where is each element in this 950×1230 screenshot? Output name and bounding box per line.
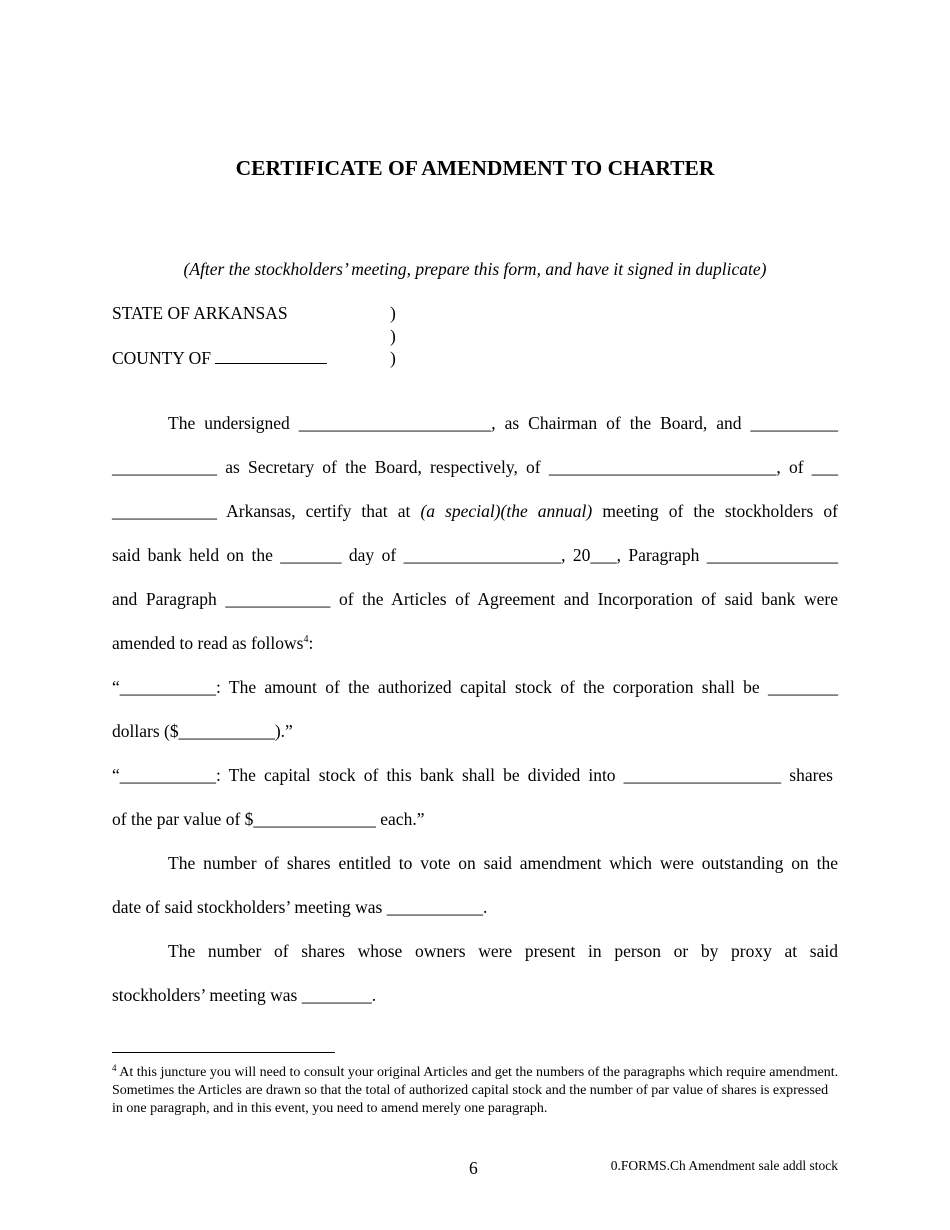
venue-paren-2: ) <box>390 326 396 346</box>
body-line-6-colon: : <box>308 633 314 653</box>
footnote <box>112 1064 840 1118</box>
county-line <box>112 348 327 369</box>
body-line-3 <box>112 501 838 522</box>
amendment-capital-stock: “___________: The amount of the authorized capital stock of the corporation shall be ________ <box>112 677 838 697</box>
amendment-capital-dollars: dollars ($___________).” <box>112 721 293 741</box>
county-label: COUNTY OF <box>112 348 212 368</box>
venue-paren-1: ) <box>390 303 396 323</box>
footnote-ref: 4 <box>303 634 309 645</box>
body-line-6 <box>112 633 313 654</box>
venue-paren-3: ) <box>390 348 396 368</box>
shares-present-line-1: The number of shares whose owners were present in person or by proxy at said <box>168 941 838 961</box>
document-instructions: (After the stockholders’ meeting, prepare this form, and have it signed in duplicate) <box>183 259 767 279</box>
shares-outstanding-line-1: The number of shares entitled to vote on said amendment which were outstanding on the <box>168 853 838 873</box>
body-line-5: and Paragraph ____________ of the Articles of Agreement and Incorporation of said bank were <box>112 589 838 609</box>
document-identifier: 0.FORMS.Ch Amendment sale addl stock <box>610 1158 838 1173</box>
body-line-3-b: meeting of the stockholders of <box>602 501 838 521</box>
body-line-1: The undersigned ______________________, as Chairman of the Board, and __________ <box>168 413 838 433</box>
body-line-4: said bank held on the _______ day of __________________, 20___, Paragraph _______________ <box>112 545 838 565</box>
footnote-text: At this juncture you will need to consult your original Articles and get the numbers of the paragraphs which require amendment. Sometimes the Articles are drawn so that the total of authorized capital stock and the number of par value of shares is expressed in one paragraph, and in this event, you need to amend merely one paragraph. <box>112 1065 839 1116</box>
page-number: 6 <box>469 1158 478 1178</box>
footnote-divider <box>112 1052 335 1053</box>
body-line-2: ____________ as Secretary of the Board, respectively, of __________________________, of ___ <box>112 457 838 477</box>
state-label: STATE OF ARKANSAS <box>112 303 288 323</box>
footnote-marker: 4 <box>112 1063 117 1073</box>
meeting-type-options: (a special)(the annual) <box>420 501 593 521</box>
amendment-par-value: of the par value of $______________ each.” <box>112 809 425 829</box>
amendment-shares: “___________: The capital stock of this bank shall be divided into __________________ shares <box>112 765 833 785</box>
shares-outstanding-line-2: date of said stockholders’ meeting was ___________. <box>112 897 488 917</box>
county-blank[interactable] <box>215 349 327 364</box>
shares-present-line-2: stockholders’ meeting was ________. <box>112 985 377 1005</box>
document-title: CERTIFICATE OF AMENDMENT TO CHARTER <box>235 156 715 180</box>
body-line-3-a: ____________ Arkansas, certify that at <box>112 501 411 521</box>
body-line-6-text: amended to read as follows <box>112 633 304 653</box>
